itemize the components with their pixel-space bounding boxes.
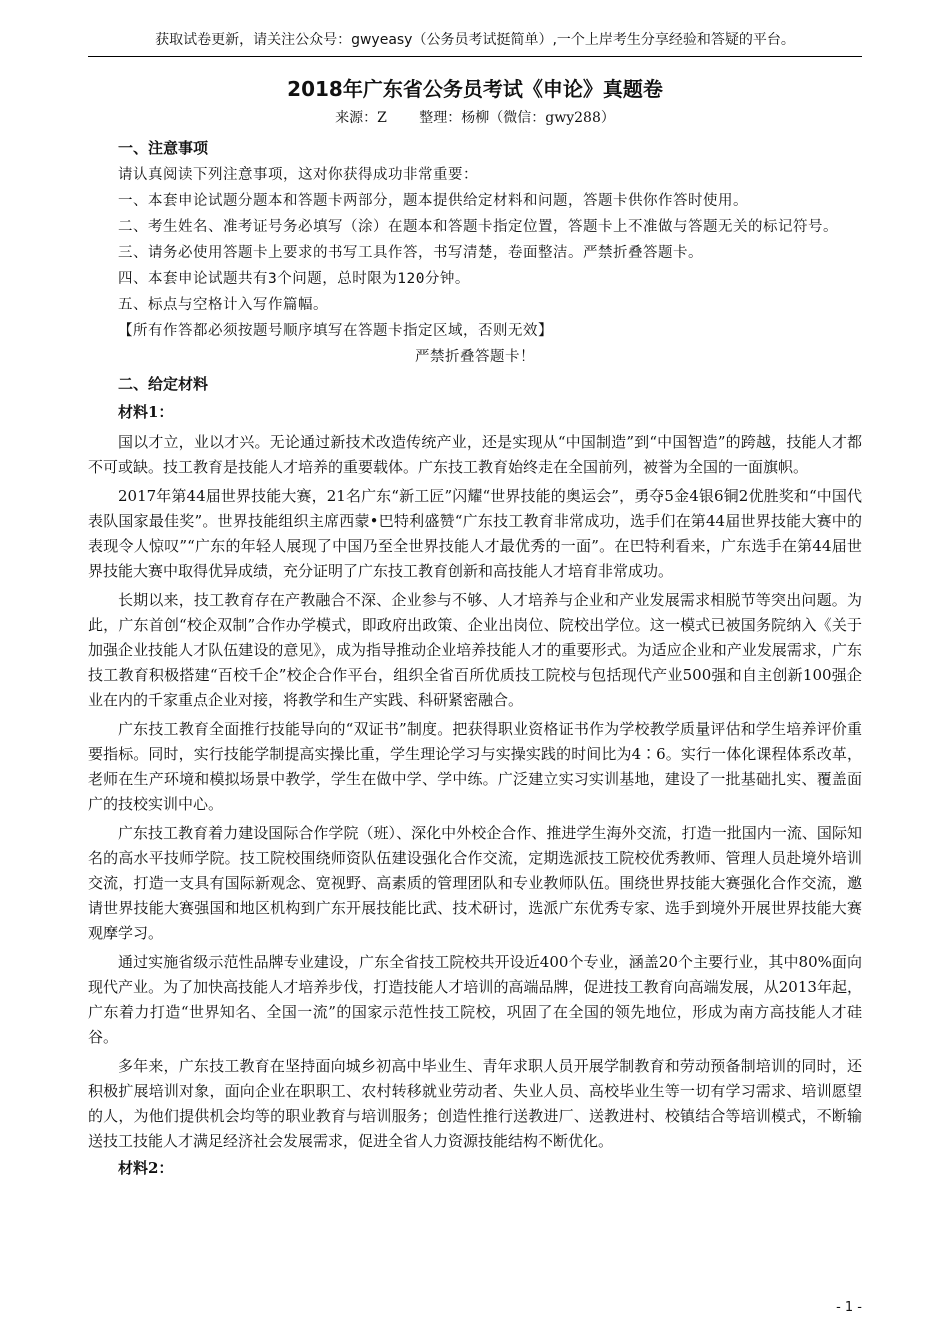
page-title: 2018年广东省公务员考试《申论》真题卷 (287, 77, 663, 101)
material-paragraph: 2017年第44届世界技能大赛，21名广东“新工匠”闪耀“世界技能的奥运会”，勇夺5金4银6铜2优胜奖和“中国代表队国家最佳奖”。世界技能组织主席西蒙•巴特利盛赞“广东技工教育非常成功，选手们在第44届世界技能大赛中的表现令人惊叹”“广东的年轻人展现了中国乃至全世界技能人才最优秀的一面”。在巴特利看来，广东选手在第44届世界技能大赛中取得优异成绩，充分证明了广东技工教育创新和高技能人才培育非常成功。 (88, 487, 862, 580)
section-heading-notes: 一、注意事项 (118, 139, 209, 157)
notes-intro: 请认真阅读下列注意事项，这对你获得成功非常重要： (118, 167, 478, 183)
page-number: - 1 - (836, 1300, 862, 1315)
section-heading-materials: 二、给定材料 (118, 375, 209, 393)
page-header-notice: 获取试卷更新，请关注公众号：gwyeasy（公务员考试挺简单）,一个上岸考生分享经验和答疑的平台。 (155, 32, 795, 48)
material-paragraph: 长期以来，技工教育存在产教融合不深、企业参与不够、人才培养与企业和产业发展需求相脱节等突出问题。为此，广东首创“校企双制”合作办学模式，即政府出政策、企业出岗位、院校出学位。这一模式已被国务院纳入《关于加强企业技能人才队伍建设的意见》，成为指导推动企业培养技能人才的重要形式。为适应企业和产业发展需求，广东技工教育积极搭建“百校千企”校企合作平台，组织全省百所优质技工院校与包括现代产业500强和自主创新100强企业在内的千家重点企业对接，将教学和生产实践、科研紧密融合。 (88, 591, 862, 709)
source-line (88, 106, 862, 130)
material-paragraph: 广东技工教育着力建设国际合作学院（班）、深化中外校企合作、推进学生海外交流，打造一批国内一流、国际知名的高水平技师学院。技工院校围绕师资队伍建设强化合作交流，定期选派技工院校优秀教师、管理人员赴境外培训交流，打造一支具有国际新观念、宽视野、高素质的管理团队和专业教师队伍。围绕世界技能大赛强化合作交流，邀请世界技能大赛强国和地区机构到广东开展技能比武、技术研讨，选派广东优秀专家、选手到境外开展世界技能大赛观摩学习。 (88, 824, 862, 942)
material-paragraph: 通过实施省级示范性品牌专业建设，广东全省技工院校共开设近400个专业，涵盖20个主要行业，其中80%面向现代产业。为了加快高技能人才培养步伐，打造技能人才培训的高端品牌，促进技工教育向高端发展，从2013年起，广东着力打造“世界知名、全国一流”的国家示范性技工院校，巩固了在全国的领先地位，形成为南方高技能人才硅谷。 (88, 953, 862, 1046)
material-1-label: 材料1： (118, 403, 174, 421)
note-item-4: 四、本套申论试题共有3个问题，总时限为120分钟。 (118, 271, 470, 287)
note-item-1: 一、本套申论试题分题本和答题卡两部分，题本提供给定材料和问题，答题卡供你作答时使用。 (118, 193, 748, 209)
header-divider (88, 56, 862, 57)
material-paragraph: 广东技工教育全面推行技能导向的“双证书”制度。把获得职业资格证书作为学校教学质量评估和学生培养评价重要指标。同时，实行技能学制提高实操比重，学生理论学习与实操实践的时间比为4∶6。实行一体化课程体系改革，老师在生产环境和模拟场景中教学，学生在做中学、学中练。广泛建立实习实训基地，建设了一批基础扎实、覆盖面广的技校实训中心。 (88, 720, 862, 813)
note-item-5: 五、标点与空格计入写作篇幅。 (118, 297, 328, 313)
document-body (88, 64, 862, 1182)
material-paragraph: 国以才立，业以才兴。无论通过新技术改造传统产业，还是实现从“中国制造”到“中国智造”的跨越，技能人才都不可或缺。技工教育是技能人才培养的重要载体。广东技工教育始终走在全国前列，被誉为全国的一面旗帜。 (88, 433, 862, 476)
source-editor: 整理：杨柳（微信：gwy288） (419, 110, 615, 126)
note-item-2: 二、考生姓名、准考证号务必填写（涂）在题本和答题卡指定位置，答题卡上不准做与答题无关的标记符号。 (118, 219, 838, 235)
note-item-3: 三、请务必使用答题卡上要求的书写工具作答，书写清楚，卷面整洁。严禁折叠答题卡。 (118, 245, 703, 261)
source-origin: 来源：Z (335, 110, 387, 126)
fold-warning: 严禁折叠答题卡！ (415, 349, 535, 365)
answer-notice: 【所有作答都必须按题号顺序填写在答题卡指定区域，否则无效】 (118, 323, 553, 339)
material-paragraph: 多年来，广东技工教育在坚持面向城乡初高中毕业生、青年求职人员开展学制教育和劳动预备制培训的同时，还积极扩展培训对象，面向企业在职职工、农村转移就业劳动者、失业人员、高校毕业生等一切有学习需求、培训愿望的人，为他们提供机会均等的职业教育与培训服务；创造性推行送教进厂、送教进村、校镇结合等培训模式，不断输送技工技能人才满足经济社会发展需求，促进全省人力资源技能结构不断优化。 (88, 1057, 862, 1150)
material-2-label: 材料2： (118, 1159, 174, 1177)
